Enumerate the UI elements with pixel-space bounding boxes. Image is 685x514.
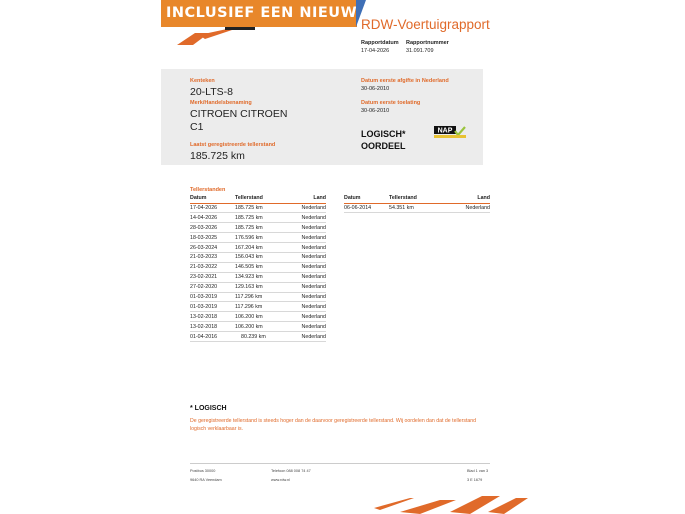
footer-page xyxy=(467,467,488,485)
col-tellerstand: Tellerstand xyxy=(389,195,434,203)
footer-contact xyxy=(271,467,311,485)
odometer-table-left xyxy=(190,195,326,342)
table-row xyxy=(344,203,490,213)
cell-datum: 23-02-2021 xyxy=(190,272,235,282)
col-datum: Datum xyxy=(344,195,389,203)
col-land: Land xyxy=(434,195,490,203)
footer-page-number: Blad 1 van 3 xyxy=(467,469,489,473)
table-row xyxy=(190,252,326,262)
table-header-row xyxy=(190,195,326,203)
tellerstanden-title: Tellerstanden xyxy=(190,187,226,193)
footer-address xyxy=(190,467,222,485)
model-value: C1 xyxy=(190,121,204,133)
cell-tellerstand: 156.043 km xyxy=(235,252,280,262)
cell-land: Nederland xyxy=(280,272,326,282)
rdw-logo-icon xyxy=(175,27,255,47)
table-row xyxy=(190,322,326,332)
cell-land: Nederland xyxy=(280,312,326,322)
verdict-line2: OORDEEL xyxy=(361,141,406,151)
report-number xyxy=(406,40,449,54)
table-row xyxy=(190,223,326,233)
cell-datum: 27-02-2020 xyxy=(190,282,235,292)
footer-phone: Telefoon 088 008 74 47 xyxy=(271,469,311,473)
apk-banner: INCLUSIEF EEN NIEUWE APK xyxy=(161,0,357,27)
plate-value: 20-LTS-8 xyxy=(190,86,233,98)
brand-label: Merk/Handelsbenaming xyxy=(190,100,252,106)
table-row xyxy=(190,272,326,282)
table-row xyxy=(190,292,326,302)
table-row xyxy=(190,282,326,292)
plate-label: Kenteken xyxy=(190,78,215,84)
odometer-value: 185.725 km xyxy=(190,150,245,162)
table-header-row xyxy=(344,195,490,203)
cell-land: Nederland xyxy=(280,322,326,332)
cell-tellerstand: 54.351 km xyxy=(389,203,434,213)
report-number-value: 31.091.709 xyxy=(406,48,434,54)
report-number-label: Rapportnummer xyxy=(406,40,449,46)
footer-divider xyxy=(190,463,490,464)
cell-datum: 21-03-2023 xyxy=(190,252,235,262)
cell-tellerstand: 185.725 km xyxy=(235,213,280,223)
table-row xyxy=(190,243,326,253)
cell-tellerstand: 134.923 km xyxy=(235,272,280,282)
cell-land: Nederland xyxy=(280,223,326,233)
verdict-line1: LOGISCH* xyxy=(361,129,406,139)
table-row xyxy=(190,233,326,243)
cell-tellerstand: 117.296 km xyxy=(235,292,280,302)
cell-land: Nederland xyxy=(280,243,326,253)
cell-datum: 18-03-2025 xyxy=(190,233,235,243)
cell-land: Nederland xyxy=(434,203,490,213)
cell-land: Nederland xyxy=(280,262,326,272)
cell-tellerstand: 167.204 km xyxy=(235,243,280,253)
report-title: RDW-Voertuigrapport xyxy=(361,17,490,32)
cell-tellerstand: 129.163 km xyxy=(235,282,280,292)
table-row xyxy=(190,312,326,322)
cell-datum: 13-02-2018 xyxy=(190,322,235,332)
cell-datum: 17-04-2026 xyxy=(190,203,235,213)
cell-datum: 13-02-2018 xyxy=(190,312,235,322)
rdw-footer-logo-icon xyxy=(370,492,530,514)
odometer-label: Laatst geregistreerde tellerstand xyxy=(190,142,276,148)
cell-tellerstand: 106.200 km xyxy=(235,312,280,322)
odometer-table-right xyxy=(344,195,490,213)
table-row xyxy=(190,302,326,312)
verdict xyxy=(361,128,406,152)
footnote-title: * LOGISCH xyxy=(190,405,227,412)
cell-datum: 14-04-2026 xyxy=(190,213,235,223)
cell-tellerstand: 176.596 km xyxy=(235,233,280,243)
table-row xyxy=(190,262,326,272)
cell-tellerstand: 185.725 km xyxy=(235,223,280,233)
footnote-text: De geregistreerde tellerstand is steeds hoger dan de daarvoor geregistreerde tellerstand. Wij oordelen dan dat de tellerstand logisch verklaarbaar is. xyxy=(190,418,477,432)
footer-website: www.rdw.nl xyxy=(271,478,290,482)
cell-datum: 26-03-2024 xyxy=(190,243,235,253)
cell-datum: 01-04-2016 xyxy=(190,332,235,342)
report-date-label: Rapportdatum xyxy=(361,40,399,46)
cell-land: Nederland xyxy=(280,332,326,342)
cell-datum: 21-03-2022 xyxy=(190,262,235,272)
report-date-value: 17-04-2026 xyxy=(361,48,390,54)
cell-tellerstand: 185.725 km xyxy=(235,203,280,213)
table-row xyxy=(190,213,326,223)
col-land: Land xyxy=(280,195,326,203)
cell-datum: 28-03-2026 xyxy=(190,223,235,233)
brand-value: CITROEN CITROEN xyxy=(190,108,288,120)
col-datum: Datum xyxy=(190,195,235,203)
cell-datum: 06-06-2014 xyxy=(344,203,389,213)
col-tellerstand: Tellerstand xyxy=(235,195,280,203)
table-row xyxy=(190,332,326,342)
cell-land: Nederland xyxy=(280,233,326,243)
nap-logo-text: NAP xyxy=(437,127,453,135)
table-row xyxy=(190,203,326,213)
cell-land: Nederland xyxy=(280,213,326,223)
footer-address-line2: 9640 RA Veendam xyxy=(190,478,222,482)
cell-tellerstand: 117.296 km xyxy=(235,302,280,312)
cell-tellerstand: 80.239 km xyxy=(235,332,280,342)
footer-doc-code: 3 E 1679 xyxy=(467,478,483,482)
nap-logo-icon xyxy=(434,126,466,138)
first-admission-label: Datum eerste toelating xyxy=(361,100,421,106)
cell-datum: 01-03-2019 xyxy=(190,292,235,302)
cell-land: Nederland xyxy=(280,282,326,292)
first-admission-value: 30-06-2010 xyxy=(361,108,390,114)
cell-tellerstand: 146.505 km xyxy=(235,262,280,272)
cell-tellerstand: 106.200 km xyxy=(235,322,280,332)
cell-datum: 01-03-2019 xyxy=(190,302,235,312)
footer-address-line1: Postbus 30000 xyxy=(190,469,216,473)
cell-land: Nederland xyxy=(280,252,326,262)
first-nl-value: 30-06-2010 xyxy=(361,86,390,92)
cell-land: Nederland xyxy=(280,302,326,312)
first-nl-label: Datum eerste afgifte in Nederland xyxy=(361,78,449,84)
cell-land: Nederland xyxy=(280,203,326,213)
report-date xyxy=(361,40,399,54)
cell-land: Nederland xyxy=(280,292,326,302)
